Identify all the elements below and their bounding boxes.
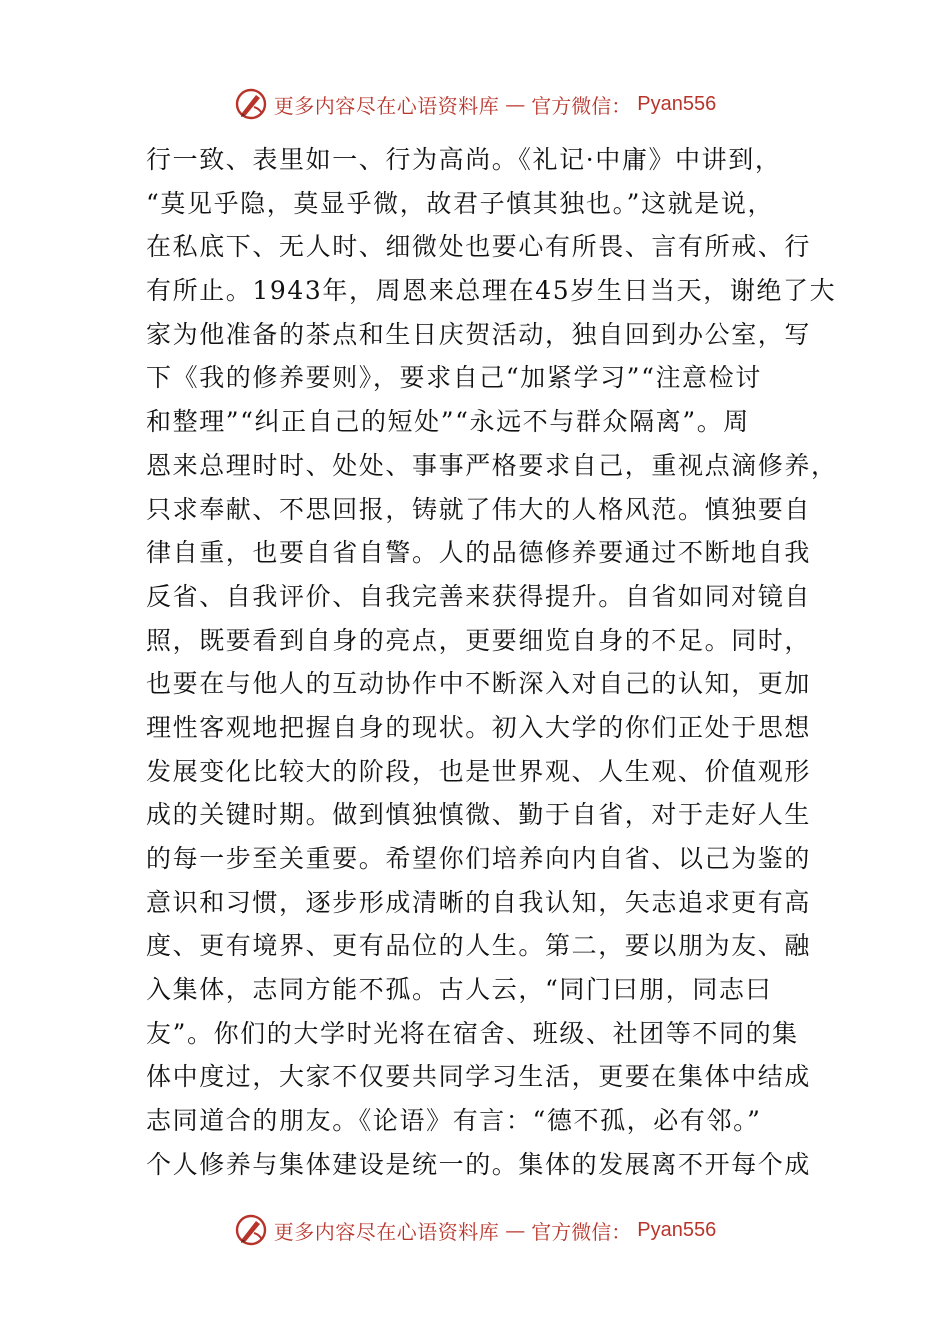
- header-banner: [0, 84, 950, 124]
- banner-separator: —: [505, 92, 526, 116]
- text-line: 有所止。1943年，周恩来总理在45岁生日当天，谢绝了大: [146, 276, 837, 306]
- text-line: 恩来总理时时、处处、事事严格要求自己，重视点滴修养，: [146, 450, 838, 480]
- text-line: 家为他准备的茶点和生日庆贺活动，独自回到办公室，写: [146, 319, 812, 349]
- text-line: 下《我的修养要则》，要求自己“加紧学习”“注意检讨: [146, 363, 762, 393]
- text-line: 志同道合的朋友。《论语》有言：“德不孤，必有邻。”: [146, 1106, 762, 1136]
- text-line: 在私底下、无人时、细微处也要心有所畏、言有所戒、行: [146, 232, 812, 262]
- footer-banner: [0, 1210, 950, 1250]
- banner-wechat-label: 官方微信：: [531, 1219, 632, 1244]
- banner-wechat-id: Pyan556: [637, 92, 717, 115]
- text-line: 成的关键时期。做到慎独慎微、勤于自省，对于走好人生: [146, 800, 812, 830]
- text-line: 照，既要看到自身的亮点，更要细览自身的不足。同时，: [146, 625, 812, 655]
- pen-circle-logo-icon: [234, 87, 268, 121]
- text-line: 律自重，也要自省自警。人的品德修养要通过不断地自我: [146, 538, 812, 568]
- text-line: 个人修养与集体建设是统一的。集体的发展离不开每个成: [146, 1149, 812, 1179]
- text-line: 度、更有境界、更有品位的人生。第二，要以朋为友、融: [146, 931, 812, 961]
- text-line: 体中度过，大家不仅要共同学习生活，更要在集体中结成: [146, 1062, 812, 1092]
- text-line: 只求奉献、不思回报，铸就了伟大的人格风范。慎独要自: [146, 494, 812, 524]
- text-line: 意识和习惯，逐步形成清晰的自我认知，矢志追求更有高: [146, 887, 812, 917]
- text-line: “莫见乎隐，莫显乎微，故君子慎其独也。”这就是说，: [146, 188, 775, 218]
- banner-title: 更多内容尽在心语资料库: [273, 1219, 500, 1244]
- banner-title: 更多内容尽在心语资料库: [273, 93, 500, 118]
- text-line: 反省、自我评价、自我完善来获得提升。自省如同对镜自: [146, 581, 812, 611]
- text-line: 行一致、表里如一、行为高尚。《礼记·中庸》中讲到，: [146, 145, 782, 174]
- banner-separator: —: [505, 1218, 526, 1242]
- text-line: 发展变化比较大的阶段，也是世界观、人生观、价值观形: [146, 756, 812, 786]
- text-line: 的每一步至关重要。希望你们培养向内自省、以己为鉴的: [146, 844, 812, 873]
- pen-circle-logo-icon: [234, 1213, 268, 1247]
- text-line: 友”。你们的大学时光将在宿舍、班级、社团等不同的集: [146, 1018, 799, 1048]
- text-line: 和整理”“纠正自己的短处”“永远不与群众隔离”。周: [146, 407, 750, 437]
- text-line: 入集体，志同方能不孤。古人云，“同门曰朋，同志曰: [146, 975, 773, 1005]
- text-line: 理性客观地把握自身的现状。初入大学的你们正处于思想: [146, 712, 812, 742]
- banner-wechat-id: Pyan556: [637, 1218, 717, 1241]
- text-line: 也要在与他人的互动协作中不断深入对自己的认知，更加: [146, 669, 812, 699]
- banner-wechat-label: 官方微信：: [531, 93, 632, 118]
- document-body: [146, 138, 838, 1187]
